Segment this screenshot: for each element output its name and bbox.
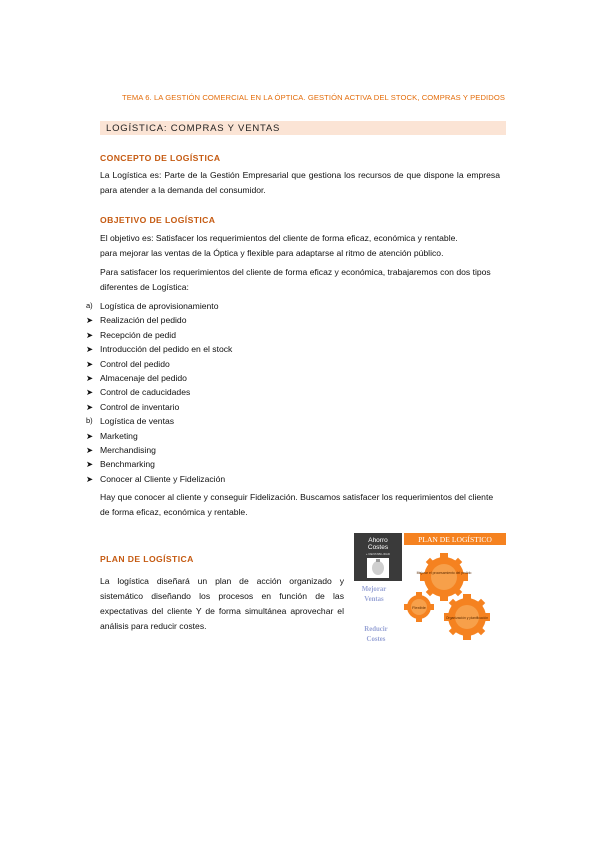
list-item [86, 457, 386, 471]
objetivo-paragraph-2: Para satisfacer los requerimientos del cliente de forma eficaz y económica, trabajaremos con dos tipos diferentes de Logística: [100, 267, 491, 292]
arrow-bullet-icon: ➤ [86, 344, 94, 355]
ventas-text: Ventas [364, 596, 384, 603]
list-item [86, 299, 386, 313]
section-title-bar [100, 121, 506, 135]
list-item [86, 385, 386, 399]
list-item-text: Benchmarking [100, 459, 155, 470]
arrow-bullet-icon: ➤ [86, 315, 94, 326]
closing-paragraph: Hay que conocer al cliente y conseguir Fidelización. Buscamos satisfacer los requerimientos del cliente de forma eficaz, económica y rentable. [100, 492, 494, 517]
mejorar-text: Mejorar [361, 586, 387, 593]
arrow-bullet-icon: ➤ [86, 387, 94, 398]
list-item [86, 443, 386, 457]
list-item [86, 371, 386, 385]
running-header: TEMA 6. LA GESTIÓN COMERCIAL EN LA ÓPTICA. GESTIÓN ACTIVA DEL STOCK, COMPRAS Y PEDIDOS [121, 93, 505, 102]
list-item [86, 400, 386, 414]
arrow-bullet-icon: ➤ [86, 329, 94, 340]
objetivo-line-2: para mejorar las ventas de la Óptica y flexible para adaptarse al ritmo de atención público. [100, 248, 444, 258]
list-item-text: Introducción del pedido en el stock [100, 344, 233, 355]
gear-2-text: Flexible [412, 605, 426, 610]
list-marker: b) [86, 416, 93, 426]
arrow-bullet-icon: ➤ [86, 358, 94, 369]
list-item-text: Merchandising [100, 444, 156, 455]
costes-text: Costes [366, 636, 386, 643]
list-item-text: Recepción de pedid [100, 329, 176, 340]
box-top-text: Ahorro [368, 537, 388, 544]
arrow-bullet-icon: ➤ [86, 430, 94, 441]
list-item-text: Realización del pedido [100, 315, 187, 326]
concepto-text: La Logística es: Parte de la Gestión Empresarial que gestiona los recursos de que dispone la empresa para atender a la demanda del consumidor. [100, 170, 500, 195]
list-item-text: Almacenaje del pedido [100, 372, 187, 383]
list-item-text: Control de caducidades [100, 387, 191, 398]
gear-3-text: Organización y planificación [445, 616, 489, 620]
reducir-text: Reducir [364, 626, 388, 633]
box-mid-text: Costes [367, 544, 389, 551]
list-item [86, 342, 386, 356]
arrow-bullet-icon: ➤ [86, 459, 94, 470]
plan-logistico-figure [352, 531, 508, 649]
arrow-bullet-icon: ➤ [86, 372, 94, 383]
piggy-bank-icon [367, 558, 389, 578]
list-item [86, 313, 386, 327]
list-marker: a) [86, 301, 93, 310]
list-item [86, 414, 386, 428]
objetivo-heading: OBJETIVO DE LOGÍSTICA [100, 215, 216, 225]
list-item [86, 328, 386, 342]
list-item [86, 429, 386, 443]
list-item-text: Marketing [100, 430, 138, 441]
gear-1-text: Mejorar el procesamiento del pedido [416, 571, 472, 575]
box-sub-text: + RENTABILIDAD [365, 552, 391, 556]
arrow-bullet-icon: ➤ [86, 444, 94, 455]
list-item-text: Control de inventario [100, 401, 180, 412]
plan-heading: PLAN DE LOGÍSTICA [100, 554, 194, 564]
logistics-list [86, 299, 386, 486]
arrow-bullet-icon: ➤ [86, 401, 94, 412]
section-title: LOGÍSTICA: COMPRAS Y VENTAS [106, 123, 281, 134]
list-item [86, 357, 386, 371]
list-item [86, 472, 386, 486]
list-item-text: Control del pedido [100, 358, 170, 369]
list-item-text: Logística de ventas [100, 416, 175, 427]
plan-figure-graphic [352, 531, 508, 649]
list-item-text: Conocer al Cliente y Fidelización [100, 473, 226, 484]
arrow-bullet-icon: ➤ [86, 473, 94, 484]
plan-text: La logística diseñará un plan de acción organizado y sistemático diseñando los procesos en función de las expectativas del cliente Y de forma simultánea aprovechar el análisis para reducir costes. [100, 576, 344, 631]
objetivo-line-1: El objetivo es: Satisfacer los requerimientos del cliente de forma eficaz, económica y rentable. [100, 233, 458, 243]
plan-banner-text: PLAN DE LOGÍSTICO [418, 535, 492, 544]
concepto-heading: CONCEPTO DE LOGÍSTICA [100, 153, 221, 163]
list-item-text: Logística de aprovisionamiento [100, 301, 219, 311]
